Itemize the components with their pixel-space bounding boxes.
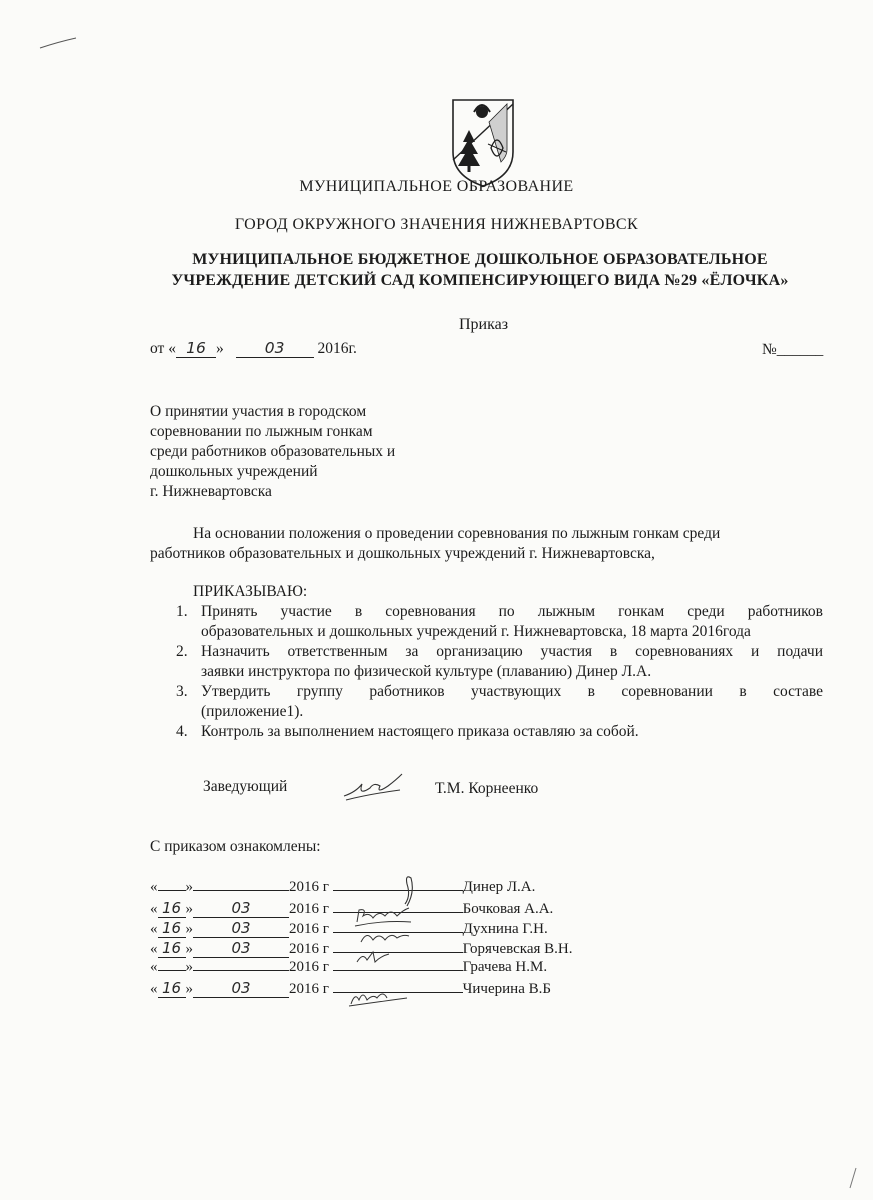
basis-line: работников образовательных и дошкольных учреждений г. Нижневартовска, — [150, 545, 655, 562]
ack-day — [158, 890, 186, 891]
acknowledgement-title: С приказом ознакомлены: — [150, 838, 321, 855]
signatory-name: Т.М. Корнеенко — [435, 780, 539, 797]
acknowledgement-row: « 16 » 03 2016 г Духнина Г.Н. — [150, 919, 548, 939]
stray-pen-mark — [38, 36, 78, 50]
ack-year: 2016 г — [289, 921, 329, 937]
basis-line: На основании положения о проведении соревнования по лыжным гонкам среди — [193, 525, 721, 542]
item-text: образовательных и дошкольных учреждений г. Нижневартовска, 18 марта 2016года — [201, 623, 751, 640]
acknowledgement-row: « 16 » 03 2016 г Горячевская В.Н. — [150, 939, 572, 959]
item-number: 4. — [176, 723, 188, 740]
ack-day — [158, 970, 186, 971]
ack-signature-line — [333, 932, 463, 933]
ack-year: 2016 г — [289, 901, 329, 917]
ack-month: 03 — [193, 979, 289, 998]
subject-line: соревновании по лыжным гонкам — [150, 423, 373, 440]
acknowledgement-row: « 16 » 03 2016 г Чичерина В.Б — [150, 979, 551, 999]
item-text: Назначить ответственным за организацию участия в соревнованиях и подачи — [201, 643, 823, 660]
item-text: Утвердить группу работников участвующих в соревновании в составе — [201, 683, 823, 700]
acknowledgement-row: « 16 » 03 2016 г Бочковая А.А. — [150, 899, 553, 919]
ack-month — [193, 970, 289, 971]
ack-year: 2016 г — [289, 941, 329, 957]
header-organization-line2: УЧРЕЖДЕНИЕ ДЕТСКИЙ САД КОМПЕНСИРУЮЩЕГО ВИДА №29 «ЁЛОЧКА» — [171, 272, 789, 289]
ack-name: Горячевская В.Н. — [462, 941, 573, 957]
stray-pen-mark — [846, 1166, 860, 1190]
header-organization-line1: МУНИЦИПАЛЬНОЕ БЮДЖЕТНОЕ ДОШКОЛЬНОЕ ОБРАЗОВАТЕЛЬНОЕ — [192, 251, 768, 268]
order-number: №______ — [762, 341, 824, 358]
handwritten-signature — [347, 986, 409, 1008]
ack-year: 2016 г — [289, 959, 329, 975]
subject-line: г. Нижневартовска — [150, 483, 272, 500]
acknowledgement-row: « » 2016 г Динер Л.А. — [150, 879, 535, 899]
ack-signature-line — [333, 890, 463, 891]
date-prefix: от « — [150, 340, 176, 357]
ack-year: 2016 г — [289, 879, 329, 895]
item-text: (приложение1). — [201, 703, 304, 720]
ack-signature-line — [333, 912, 463, 913]
subject-line: дошкольных учреждений — [150, 463, 318, 480]
subject-line: О принятии участия в городском — [150, 403, 367, 420]
item-text: заявки инструктора по физической культуре (плаванию) Динер Л.А. — [201, 663, 652, 680]
header-city: ГОРОД ОКРУЖНОГО ЗНАЧЕНИЯ НИЖНЕВАРТОВСК — [234, 216, 639, 233]
item-text: Контроль за выполнением настоящего приказа оставляю за собой. — [201, 723, 639, 740]
date-month: 03 — [236, 339, 314, 358]
ack-name: Бочковая А.А. — [462, 901, 554, 917]
decree-word: ПРИКАЗЫВАЮ: — [193, 583, 308, 600]
ack-name: Чичерина В.Б — [462, 981, 551, 997]
header-municipality: МУНИЦИПАЛЬНОЕ ОБРАЗОВАНИЕ — [299, 178, 574, 195]
ack-month — [193, 890, 289, 891]
ack-month: 03 — [193, 899, 289, 918]
ack-month: 03 — [193, 919, 289, 938]
order-title: Приказ — [459, 316, 509, 333]
handwritten-signature — [340, 770, 406, 804]
item-number: 3. — [176, 683, 188, 700]
item-number: 2. — [176, 643, 188, 660]
date-quote: » — [215, 340, 224, 357]
ack-day: 16 — [158, 899, 186, 918]
ack-signature-line — [333, 952, 463, 953]
ack-month: 03 — [193, 939, 289, 958]
item-text: Принять участие в соревнования по лыжным гонкам среди работников — [201, 603, 823, 620]
order-date — [150, 339, 357, 358]
ack-name: Динер Л.А. — [462, 879, 536, 895]
ack-day: 16 — [158, 919, 186, 938]
ack-day: 16 — [158, 939, 186, 958]
ack-name: Духнина Г.Н. — [462, 921, 548, 937]
ack-signature-line — [333, 992, 463, 993]
date-day: 16 — [176, 339, 216, 358]
ack-name: Грачева Н.М. — [462, 959, 548, 975]
ack-day: 16 — [158, 979, 186, 998]
coat-of-arms-icon — [441, 90, 525, 190]
subject-line: среди работников образовательных и — [150, 443, 396, 460]
item-number: 1. — [176, 603, 188, 620]
acknowledgement-row: « » 2016 г Грачева Н.М. — [150, 959, 548, 975]
ack-year: 2016 г — [289, 981, 329, 997]
signatory-position: Заведующий — [203, 778, 288, 795]
date-year: 2016г. — [317, 340, 357, 357]
ack-signature-line — [333, 970, 463, 971]
